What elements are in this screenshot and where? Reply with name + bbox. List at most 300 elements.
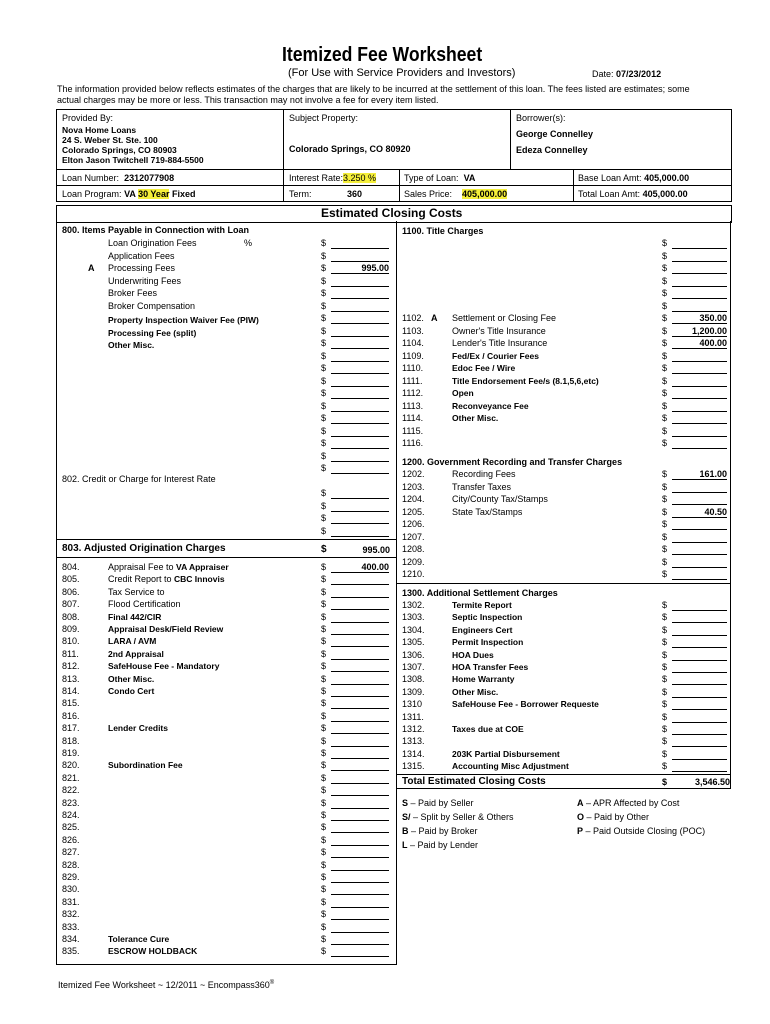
dollar-sign: $: [321, 723, 327, 734]
fee-amount-field[interactable]: [331, 835, 389, 846]
fee-amount-field[interactable]: [672, 761, 727, 772]
dollar-sign: $: [662, 624, 668, 635]
fee-amount-field[interactable]: [672, 544, 727, 555]
fee-amount-field[interactable]: [672, 612, 727, 623]
fee-label: Accounting Misc Adjustment: [452, 761, 569, 772]
interest-rate: [289, 173, 376, 184]
apr-code: A: [88, 263, 95, 273]
base-loan: [578, 173, 689, 184]
adjusted-origination-amount: 995.00: [362, 545, 390, 555]
dollar-sign: $: [321, 859, 327, 870]
fee-amount-field[interactable]: [331, 909, 389, 920]
dollar-sign: $: [662, 288, 668, 298]
document-subtitle: (For Use with Service Providers and Investors): [288, 67, 516, 79]
line-number: 810.: [62, 636, 80, 647]
line-number: 1304.: [402, 624, 425, 635]
fee-amount-field[interactable]: [672, 482, 727, 493]
fee-amount-field[interactable]: 995.00: [331, 263, 389, 274]
fee-amount-field[interactable]: [331, 897, 389, 908]
fee-amount-field[interactable]: [672, 519, 727, 530]
divider: [730, 221, 731, 788]
fee-amount-field[interactable]: [672, 301, 727, 312]
dollar-sign: $: [321, 661, 327, 672]
dollar-sign: $: [321, 599, 327, 610]
fee-amount-field[interactable]: [331, 326, 389, 337]
line-number: 804.: [62, 562, 80, 572]
fee-label: [108, 574, 225, 585]
fee-amount-field[interactable]: [672, 401, 727, 412]
legend-text: – Split by Seller & Others: [410, 812, 514, 822]
fee-label: Owner's Title Insurance: [452, 325, 546, 336]
dollar-sign: $: [662, 531, 668, 542]
line-number: 1202.: [402, 469, 425, 479]
line-number: 1204.: [402, 494, 425, 504]
dollar-sign: $: [321, 275, 327, 286]
legend-item: [402, 826, 478, 837]
fee-amount-field[interactable]: [331, 884, 389, 895]
divider: [56, 221, 57, 965]
fee-amount-field[interactable]: [672, 625, 727, 636]
legend-text: – Paid Outside Closing (POC): [583, 826, 706, 836]
dollar-sign: $: [321, 450, 327, 461]
line-number: 817.: [62, 723, 80, 734]
line-number: 1203.: [402, 481, 425, 492]
fee-label: Broker Fees: [108, 288, 158, 298]
fee-label-text: Flood Certification: [108, 599, 181, 610]
line-number: 829.: [62, 872, 80, 882]
fee-amount-field[interactable]: [331, 313, 389, 324]
line-number: 820.: [62, 760, 80, 771]
fee-amount-field[interactable]: [331, 934, 389, 945]
dollar-sign: $: [662, 649, 668, 660]
dollar-sign: $: [321, 710, 327, 721]
divider: [283, 109, 284, 201]
fee-amount-field[interactable]: [672, 600, 727, 611]
dollar-sign: $: [662, 612, 668, 623]
fee-amount-field[interactable]: [331, 810, 389, 821]
fee-label: [108, 934, 169, 945]
fee-amount-field[interactable]: [331, 351, 389, 362]
fee-amount-field[interactable]: 350.00: [672, 313, 727, 324]
dollar-sign: $: [321, 562, 327, 572]
dollar-sign: $: [321, 313, 327, 323]
divider: [396, 774, 731, 775]
fee-amount-field[interactable]: [672, 388, 727, 399]
type-of-loan-value: VA: [463, 173, 476, 183]
fee-label-text: Tax Service to: [108, 586, 165, 597]
dollar-sign: $: [321, 500, 327, 511]
total-loan-label: Total Loan Amt:: [578, 189, 641, 199]
fee-amount-field[interactable]: [672, 569, 727, 580]
legend-code: S/: [402, 812, 411, 822]
fee-label: [108, 760, 183, 771]
fee-amount-field[interactable]: [672, 650, 727, 661]
dollar-sign: $: [321, 513, 327, 523]
line-number: 833.: [62, 921, 80, 932]
fee-amount-field[interactable]: [331, 288, 389, 299]
line-number: 825.: [62, 822, 80, 833]
fee-amount-field[interactable]: 400.00: [331, 562, 389, 573]
line-number: 822.: [62, 785, 80, 796]
dollar-sign: $: [662, 438, 668, 448]
fee-label-text: Credit Report to: [108, 574, 175, 585]
fee-label-bold: SafeHouse Fee - Mandatory: [108, 661, 220, 672]
fee-amount-field[interactable]: [331, 363, 389, 374]
dollar-sign: $: [321, 463, 327, 473]
section-800-heading: 800. Items Payable in Connection with Loan: [62, 225, 250, 235]
fee-amount-field[interactable]: [331, 636, 389, 647]
fee-amount-field[interactable]: 400.00: [672, 338, 727, 349]
fee-amount-field[interactable]: [331, 238, 389, 249]
fee-label-bold: ESCROW HOLDBACK: [108, 946, 198, 957]
line-number: 819.: [62, 748, 80, 758]
fee-amount-field[interactable]: [331, 401, 389, 412]
fee-label: Home Warranty: [452, 674, 515, 685]
fee-amount-field[interactable]: [331, 276, 389, 287]
fee-amount-field[interactable]: [331, 773, 389, 784]
sales-price-label: Sales Price:: [404, 189, 453, 199]
line-number: 1205.: [402, 506, 425, 517]
fee-amount-field[interactable]: [672, 687, 727, 698]
legend-item: [577, 826, 705, 837]
legend-code: L: [402, 840, 408, 850]
dollar-sign: $: [662, 662, 668, 672]
footer-registered-mark: ®: [269, 980, 275, 986]
term-label: Term:: [289, 189, 312, 199]
dollar-sign: $: [662, 556, 668, 567]
divider: [56, 169, 731, 170]
fee-amount-field[interactable]: [672, 376, 727, 387]
dollar-sign: $: [321, 544, 327, 555]
fee-label: Reconveyance Fee: [452, 400, 529, 411]
section-1100-heading: 1100. Title Charges: [402, 226, 484, 236]
legend-code: A: [577, 798, 584, 808]
fee-amount-field[interactable]: [672, 674, 727, 685]
line-number: 1313.: [402, 736, 425, 747]
fee-label-bold: Condo Cert: [108, 686, 155, 696]
fee-label: [108, 674, 154, 685]
term: [289, 189, 312, 200]
dollar-sign: $: [662, 313, 668, 323]
sales-price: [404, 189, 507, 200]
line-number: 824.: [62, 810, 80, 820]
borrower-1: George Connelley: [516, 129, 594, 139]
fee-label: [108, 599, 181, 610]
fee-amount-field[interactable]: [331, 748, 389, 759]
legend-text: – Paid by Seller: [408, 798, 474, 808]
fee-amount-field[interactable]: [672, 724, 727, 735]
fee-amount-field[interactable]: [331, 599, 389, 610]
dollar-sign: $: [662, 686, 668, 697]
dollar-sign: $: [321, 909, 327, 920]
credit-amount-field[interactable]: [331, 501, 389, 512]
fee-amount-field[interactable]: [672, 288, 727, 299]
fee-amount-field[interactable]: [331, 463, 389, 474]
dollar-sign: $: [321, 686, 327, 696]
dollar-sign: $: [321, 488, 327, 498]
fee-label: [108, 661, 219, 672]
dollar-sign: $: [321, 263, 327, 273]
line-number: 1206.: [402, 519, 425, 529]
fee-label-bold: Tolerance Cure: [108, 934, 170, 944]
dollar-sign: $: [321, 624, 327, 634]
provider-line: Colorado Springs, CO 80903: [62, 145, 177, 155]
fee-amount-field[interactable]: [331, 338, 389, 349]
fee-label: Loan Origination Fees: [108, 238, 197, 248]
credit-amount-field[interactable]: [331, 526, 389, 537]
fee-amount-field[interactable]: [672, 662, 727, 673]
line-number: 828.: [62, 859, 80, 870]
fee-amount-field[interactable]: [331, 451, 389, 462]
line-number: 835.: [62, 946, 80, 957]
line-number: 830.: [62, 884, 80, 895]
fee-amount-field[interactable]: [331, 872, 389, 883]
legend-text: – Paid by Broker: [408, 826, 478, 836]
fee-label-bold: LARA / AVM: [108, 636, 157, 647]
fee-amount-field[interactable]: [331, 736, 389, 747]
fee-amount-field[interactable]: [331, 785, 389, 796]
fee-amount-field[interactable]: [672, 263, 727, 274]
line-number: 1311.: [402, 711, 424, 722]
dollar-sign: $: [321, 525, 327, 536]
fee-amount-field[interactable]: [331, 661, 389, 672]
loan-number-label: Loan Number:: [62, 173, 120, 183]
dollar-sign: $: [662, 238, 668, 248]
line-number: 1208.: [402, 544, 425, 554]
date-label: Date:: [592, 69, 614, 79]
line-number: 1116.: [402, 438, 424, 448]
fee-label: Termite Report: [452, 600, 512, 610]
fee-amount-field[interactable]: [331, 711, 389, 722]
adjusted-origination-heading: 803. Adjusted Origination Charges: [62, 543, 226, 554]
fee-label: Open: [452, 388, 474, 398]
fee-amount-field[interactable]: [672, 363, 727, 374]
dollar-sign: $: [321, 400, 327, 411]
dollar-sign: $: [662, 600, 668, 610]
legend-code: O: [577, 812, 585, 822]
fee-amount-field[interactable]: [331, 376, 389, 387]
dollar-sign: $: [662, 413, 668, 423]
apr-code: A: [431, 313, 438, 323]
fee-amount-field[interactable]: 1,200.00: [672, 326, 727, 337]
fee-label-bold: Final 442/CIR: [108, 611, 162, 622]
document-title: Itemized Fee Worksheet: [282, 44, 483, 66]
base-loan-value: 405,000.00: [644, 173, 690, 183]
dollar-sign: $: [662, 263, 668, 273]
fee-amount-field[interactable]: [331, 574, 389, 585]
fee-label: Septic Inspection: [452, 612, 523, 623]
fee-amount-field[interactable]: [672, 351, 727, 362]
fee-label-bold: Appraisal Desk/Field Review: [108, 624, 224, 634]
fee-amount-field[interactable]: [331, 860, 389, 871]
line-number: 831.: [62, 896, 80, 907]
fee-amount-field[interactable]: [331, 587, 389, 598]
fee-label-bold: Subordination Fee: [108, 760, 183, 771]
fee-amount-field[interactable]: [331, 847, 389, 858]
fee-amount-field[interactable]: [331, 922, 389, 933]
line-number: 1103.: [402, 325, 424, 336]
dollar-sign: $: [662, 569, 668, 579]
fee-amount-field[interactable]: [331, 301, 389, 312]
line-number: 1308.: [402, 674, 425, 685]
dollar-sign: $: [321, 797, 327, 808]
fee-amount-field[interactable]: [672, 736, 727, 747]
fee-amount-field[interactable]: [672, 532, 727, 543]
fee-label: Processing Fees: [108, 263, 176, 273]
line-number: 1207.: [402, 531, 425, 542]
dollar-sign: $: [662, 637, 668, 648]
fee-label: 203K Partial Disbursement: [452, 748, 560, 759]
dollar-sign: $: [321, 413, 327, 423]
legend-item: [577, 812, 649, 823]
dollar-sign: $: [662, 425, 668, 436]
line-number: 815.: [62, 698, 80, 709]
section-title: Estimated Closing Costs: [321, 206, 463, 220]
dollar-sign: $: [662, 275, 668, 286]
fee-amount-field[interactable]: 40.50: [672, 507, 727, 518]
loan-program-value: VA: [124, 189, 139, 199]
fee-label: City/County Tax/Stamps: [452, 494, 548, 504]
fee-label: Processing Fee (split): [108, 327, 197, 338]
fee-amount-field[interactable]: [672, 637, 727, 648]
fee-amount-field[interactable]: [331, 649, 389, 660]
fee-amount-field[interactable]: [331, 723, 389, 734]
legend-code: P: [577, 826, 584, 836]
line-number: 1109.: [402, 350, 424, 361]
fee-amount-field[interactable]: [672, 712, 727, 723]
dollar-sign: $: [321, 375, 327, 386]
line-number: 811.: [62, 648, 79, 659]
fee-amount-field[interactable]: [331, 413, 389, 424]
footer-text: Itemized Fee Worksheet ~ 12/2011 ~ Encompass360: [58, 980, 270, 990]
fee-amount-field[interactable]: 161.00: [672, 469, 727, 480]
dollar-sign: $: [321, 735, 327, 746]
fee-amount-field[interactable]: [331, 798, 389, 809]
provider-line: 24 S. Weber St. Ste. 100: [62, 135, 158, 145]
fee-label: Recording Fees: [452, 469, 516, 479]
dollar-sign: $: [662, 325, 668, 336]
fee-label: Permit Inspection: [452, 637, 524, 648]
dollar-sign: $: [321, 425, 327, 436]
dollar-sign: $: [321, 884, 327, 895]
fee-label: Application Fees: [108, 250, 175, 261]
fee-amount-field[interactable]: [672, 251, 727, 262]
line-number: 1302.: [402, 600, 425, 610]
fee-amount-field[interactable]: [331, 822, 389, 833]
line-number: 832.: [62, 909, 80, 920]
line-number: 1102.: [402, 313, 424, 323]
line-number: 814.: [62, 686, 80, 696]
fee-amount-field[interactable]: [672, 276, 727, 287]
dollar-sign: $: [321, 822, 327, 833]
line-number: 1115.: [402, 425, 424, 436]
borrowers-label: Borrower(s):: [516, 113, 566, 123]
credit-amount-field[interactable]: [331, 488, 389, 499]
line-number: 821.: [62, 772, 80, 783]
subject-property-value: Colorado Springs, CO 80920: [289, 144, 411, 154]
line-number: 1111.: [402, 375, 423, 386]
percent-label: %: [244, 238, 253, 248]
fee-amount-field[interactable]: [331, 946, 389, 957]
dollar-sign: $: [321, 673, 327, 684]
line-number: 1113.: [402, 400, 424, 411]
divider: [56, 185, 731, 186]
fee-amount-field[interactable]: [331, 674, 389, 685]
dollar-sign: $: [321, 388, 327, 398]
line-number: 808.: [62, 611, 80, 622]
fee-amount-field[interactable]: [331, 612, 389, 623]
line-number: 1209.: [402, 556, 425, 567]
fee-label-bold: 2nd Appraisal: [108, 648, 164, 659]
total-loan: [578, 189, 688, 200]
dollar-sign: $: [321, 921, 327, 932]
fee-amount-field[interactable]: [331, 686, 389, 697]
dollar-sign: $: [662, 494, 668, 504]
line-number: 834.: [62, 934, 80, 944]
line-number: 812.: [62, 661, 80, 672]
dollar-sign: $: [321, 748, 327, 758]
divider: [396, 221, 397, 965]
dollar-sign: $: [321, 872, 327, 882]
dollar-sign: $: [321, 834, 327, 845]
line-number: 1307.: [402, 662, 425, 672]
fee-amount-field[interactable]: [672, 699, 727, 710]
fee-label: [108, 636, 156, 647]
dollar-sign: $: [321, 896, 327, 907]
fee-label: [108, 723, 168, 734]
fee-label: Other Misc.: [108, 340, 155, 350]
interest-rate-value: 3.250 %: [343, 173, 377, 183]
fee-amount-field[interactable]: [331, 251, 389, 262]
dollar-sign: $: [662, 544, 668, 554]
fee-amount-field[interactable]: [331, 426, 389, 437]
fee-amount-field[interactable]: [672, 413, 727, 424]
fee-label: Lender's Title Insurance: [452, 338, 548, 348]
sales-price-value: 405,000.00: [462, 189, 508, 199]
fee-amount-field[interactable]: [672, 494, 727, 505]
divider: [56, 539, 397, 540]
loan-program-label: Loan Program:: [62, 189, 122, 199]
line-number: 826.: [62, 834, 80, 845]
line-number: 809.: [62, 624, 80, 634]
credit-amount-field[interactable]: [331, 513, 389, 524]
fee-amount-field[interactable]: [331, 698, 389, 709]
fee-amount-field[interactable]: [331, 624, 389, 635]
type-of-loan: [404, 173, 475, 184]
fee-label: [108, 587, 165, 598]
fee-amount-field[interactable]: [672, 438, 727, 449]
fee-amount-field[interactable]: [331, 388, 389, 399]
provider-line: Elton Jason Twitchell 719-884-5500: [62, 155, 204, 165]
fee-amount-field[interactable]: [331, 760, 389, 771]
fee-label: Edoc Fee / Wire: [452, 363, 516, 373]
line-number: 1104.: [402, 338, 424, 348]
dollar-sign: $: [662, 699, 668, 710]
fee-amount-field[interactable]: [672, 238, 727, 249]
date-value: 07/23/2012: [616, 69, 662, 79]
line-number: 1315.: [402, 761, 425, 772]
fee-amount-field[interactable]: [672, 426, 727, 437]
fee-amount-field[interactable]: [672, 557, 727, 568]
dollar-sign: $: [321, 934, 327, 944]
fee-amount-field[interactable]: [672, 749, 727, 760]
fee-label-bold: CBC Innovis: [174, 574, 225, 585]
borrower-2: Edeza Connelley: [516, 145, 588, 155]
fee-label-bold: Lender Credits: [108, 723, 168, 734]
type-of-loan-label: Type of Loan:: [404, 173, 459, 183]
dollar-sign: $: [321, 760, 327, 771]
fee-amount-field[interactable]: [331, 438, 389, 449]
